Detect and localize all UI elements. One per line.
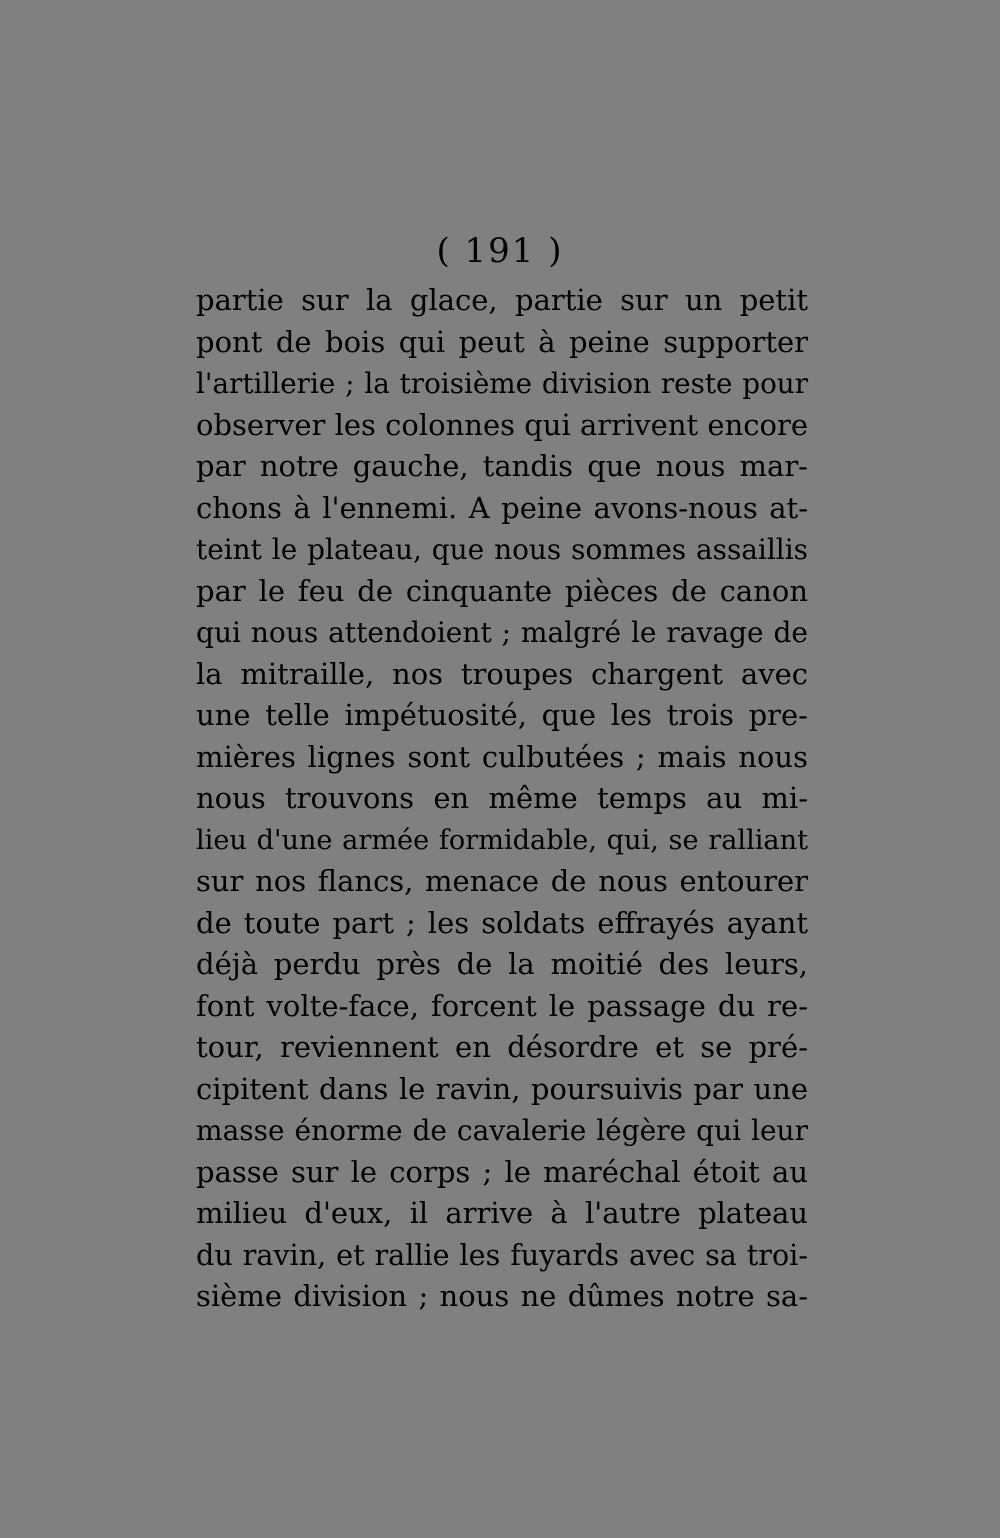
text-line: tour, reviennent en désordre et se pré- bbox=[196, 1030, 808, 1064]
text-line: nous trouvons en même temps au mi- bbox=[196, 781, 808, 815]
text-line: sième division ; nous ne dûmes notre sa- bbox=[196, 1279, 808, 1313]
text-line: masse énorme de cavalerie légère qui leur bbox=[196, 1114, 808, 1147]
text-line: par le feu de cinquante pièces de canon bbox=[196, 573, 808, 608]
text-line: la mitraille, nos troupes chargent avec bbox=[196, 656, 808, 691]
text-line: mières lignes sont culbutées ; mais nous bbox=[196, 739, 808, 774]
text-line: déjà perdu près de la moitié des leurs, bbox=[196, 947, 808, 981]
body-text bbox=[196, 280, 808, 1318]
text-line: qui nous attendoient ; malgré le ravage de bbox=[196, 616, 808, 649]
text-line: passe sur le corps ; le maréchal étoit au bbox=[196, 1154, 808, 1189]
text-line: de toute part ; les soldats effrayés ayant bbox=[196, 905, 808, 940]
text-line: cipitent dans le ravin, poursuivis par une bbox=[196, 1071, 808, 1106]
text-line: sur nos flancs, menace de nous entourer bbox=[196, 864, 808, 898]
text-line: du ravin, et rallie les fuyards avec sa troi- bbox=[196, 1237, 808, 1272]
text-line: pont de bois qui peut à peine supporter bbox=[196, 324, 808, 359]
page-number: ( 191 ) bbox=[436, 231, 564, 271]
text-line: lieu d'une armée formidable, qui, se ralliant bbox=[196, 824, 808, 856]
text-line: par notre gauche, tandis que nous mar- bbox=[196, 449, 808, 483]
text-line: partie sur la glace, partie sur un petit bbox=[196, 283, 808, 317]
text-line: une telle impétuosité, que les trois pre- bbox=[196, 698, 808, 732]
text-line: milieu d'eux, il arrive à l'autre plateau bbox=[196, 1196, 808, 1230]
text-line: observer les colonnes qui arrivent encore bbox=[196, 407, 808, 442]
text-line: l'artillerie ; la troisième division reste pour bbox=[196, 367, 808, 400]
text-line: teint le plateau, que nous sommes assaillis bbox=[196, 533, 808, 566]
text-line: font volte-face, forcent le passage du re- bbox=[196, 988, 808, 1023]
text-line: chons à l'ennemi. A peine avons-nous at- bbox=[196, 490, 808, 525]
